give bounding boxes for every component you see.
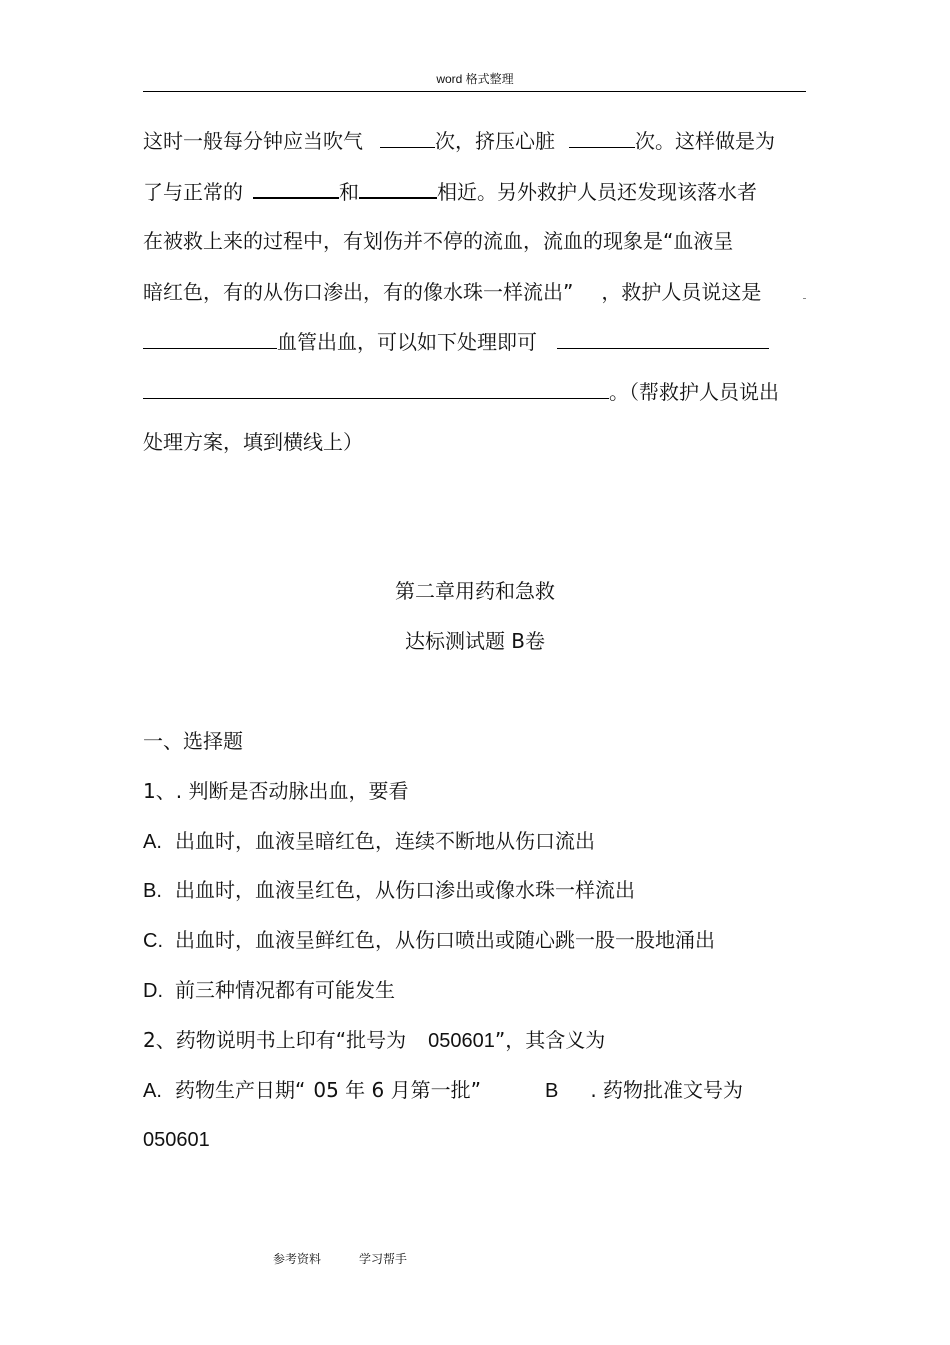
- text: 。（帮救护人员说出: [609, 380, 779, 404]
- option-text: 前三种情况都有可能发生: [175, 978, 395, 1002]
- option-letter: B.: [143, 880, 162, 902]
- blank-compressions: [569, 129, 635, 148]
- option-letter: A.: [143, 1080, 162, 1102]
- paragraph-line-1: [143, 129, 775, 153]
- blank-vessel-type: [143, 330, 277, 349]
- option-letter: C.: [143, 930, 163, 952]
- text: ”，其含义为: [494, 1028, 606, 1052]
- text: 血管出血，可以如下处理即可: [277, 330, 537, 354]
- chapter-subtitle: 达标测试题 B卷: [404, 629, 546, 653]
- paragraph-line-4: [143, 280, 761, 304]
- text: 相近。另外救护人员还发现该落水者: [437, 180, 757, 204]
- text: 和: [339, 180, 359, 204]
- blank-treatment-1: [557, 330, 769, 349]
- page-header: word 格式整理: [436, 72, 514, 86]
- option-letter: D.: [143, 980, 163, 1002]
- blank-treatment-2: [143, 380, 609, 399]
- question-1: 1、. 判断是否动脉出血，要看: [143, 779, 409, 803]
- section-heading: 一、选择题: [143, 729, 243, 753]
- text: 2、药物说明书上印有“批号为: [143, 1028, 407, 1052]
- option-text: 出血时，血液呈暗红色，连续不断地从伤口流出: [175, 829, 595, 853]
- option-1a: [143, 829, 595, 854]
- footer-right: 学习帮手: [359, 1252, 408, 1266]
- chapter-title: 第二章用药和急救: [395, 579, 555, 603]
- stray-mark: [803, 298, 806, 299]
- blank-breaths: [380, 129, 435, 148]
- option-text: 出血时，血液呈红色，从伤口渗出或像水珠一样流出: [175, 878, 635, 902]
- paragraph-line-5: [143, 330, 769, 354]
- option-letter: A.: [143, 831, 162, 853]
- paragraph-line-7: 处理方案，填到横线上）: [143, 430, 363, 454]
- option-2b-continued: 050601: [143, 1129, 210, 1151]
- paragraph-line-3: 在被救上来的过程中，有划伤并不停的流血，流血的现象是“血液呈: [143, 229, 734, 253]
- option-text: 05 年 6 月第一批”: [313, 1078, 481, 1102]
- blank-normal-2: [359, 179, 437, 199]
- option-1d: [143, 978, 395, 1003]
- text: 次，挤压心脏: [435, 129, 555, 153]
- question-2: [143, 1028, 605, 1053]
- text: 了与正常的: [143, 180, 243, 204]
- option-text: 药物生产日期“: [175, 1078, 306, 1102]
- text: 暗红色，有的从伤口渗出，有的像水珠一样流出”: [143, 280, 574, 304]
- header-rule: [143, 91, 806, 92]
- option-1b: [143, 878, 635, 903]
- paragraph-line-6: [143, 380, 779, 404]
- text: ，救护人员说这是: [601, 280, 762, 304]
- option-text: 出血时，血液呈鲜红色，从伤口喷出或随心跳一股一股地涌出: [175, 928, 715, 952]
- text: 这时一般每分钟应当吹气: [143, 129, 363, 153]
- option-letter: B: [544, 1080, 559, 1102]
- footer-left: 参考资料: [273, 1252, 322, 1266]
- text: 次。这样做是为: [635, 129, 775, 153]
- option-1c: [143, 928, 715, 953]
- option-text: . 药物批准文号为: [590, 1078, 744, 1102]
- paragraph-line-2: [143, 179, 757, 204]
- batch-number: 050601: [428, 1030, 495, 1052]
- blank-normal-1: [253, 179, 339, 199]
- option-2a-2b: [143, 1078, 743, 1103]
